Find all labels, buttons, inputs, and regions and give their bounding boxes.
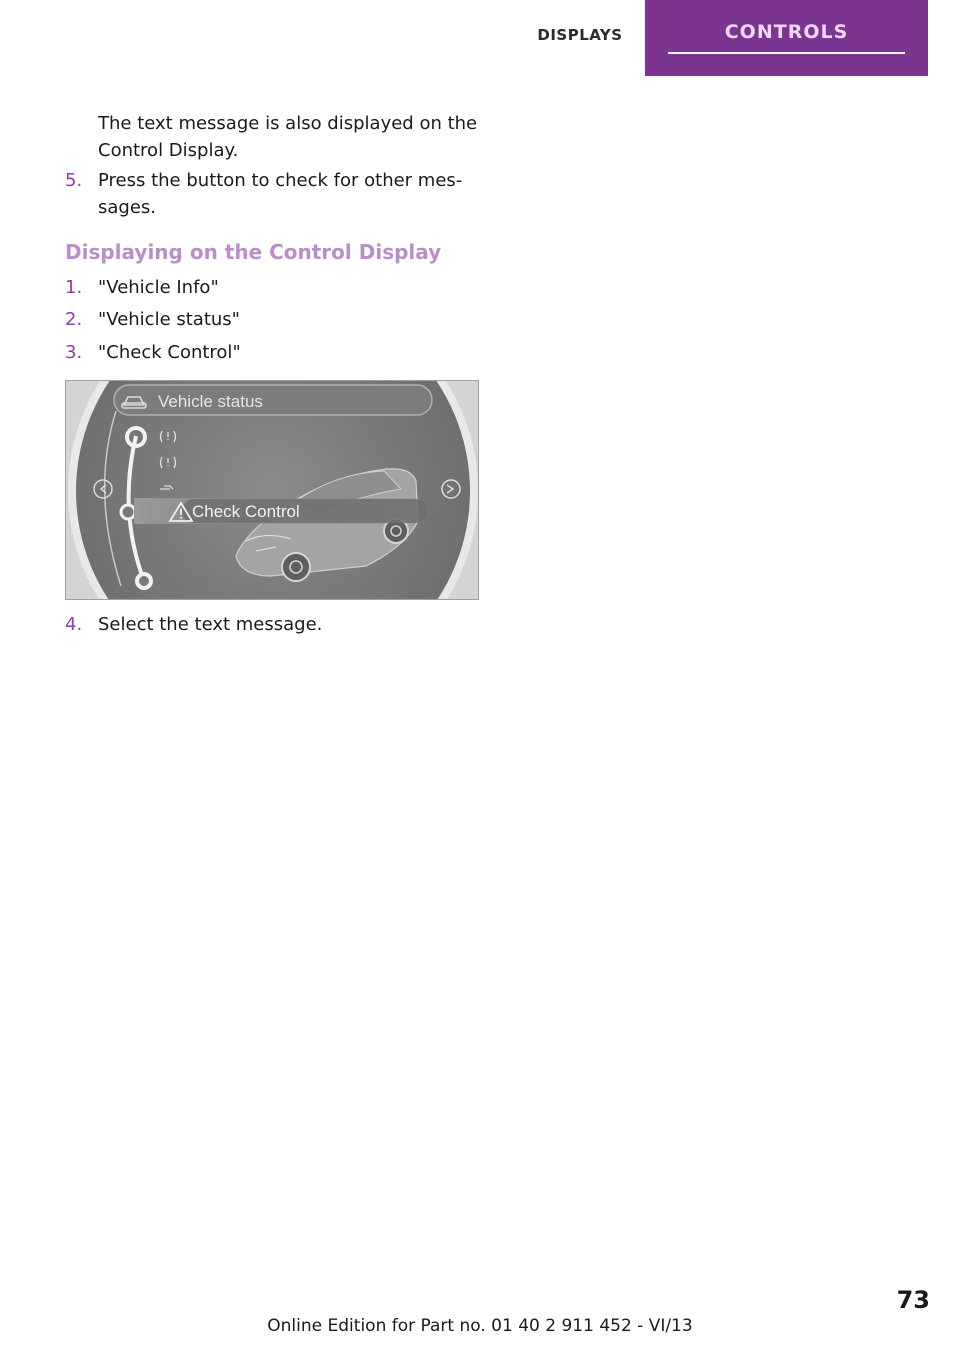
intro-paragraph: The text message is also displayed on the Control Display. xyxy=(98,113,478,161)
edition-footer: Online Edition for Part no. 01 40 2 911 452 - VI/13 xyxy=(267,1316,693,1336)
step-text: Select the text message. xyxy=(98,614,323,635)
section-heading: Displaying on the Control Display xyxy=(65,240,442,264)
chapter-title: CONTROLS xyxy=(668,0,905,54)
selector-node-active xyxy=(121,505,135,519)
list-text: "Vehicle Info" xyxy=(98,277,219,298)
list-text: "Vehicle status" xyxy=(98,309,240,330)
section-title: DISPLAYS xyxy=(537,26,623,44)
chapter-tab xyxy=(645,0,928,76)
page-number: 73 xyxy=(896,1286,930,1314)
display-illustration xyxy=(66,381,479,600)
step-number: 5. xyxy=(65,170,83,191)
list-number: 1. xyxy=(65,277,83,298)
list-number: 3. xyxy=(65,342,83,363)
list-number: 2. xyxy=(65,309,83,330)
step-text: Press the button to check for other mes‐sages. xyxy=(98,170,463,218)
menu-title: Vehicle status xyxy=(158,392,263,411)
selector-node-bottom xyxy=(137,574,151,588)
step-number: 4. xyxy=(65,614,83,635)
check-control-label: Check Control xyxy=(192,502,300,521)
control-display-figure xyxy=(65,380,479,600)
list-text: "Check Control" xyxy=(98,342,241,363)
